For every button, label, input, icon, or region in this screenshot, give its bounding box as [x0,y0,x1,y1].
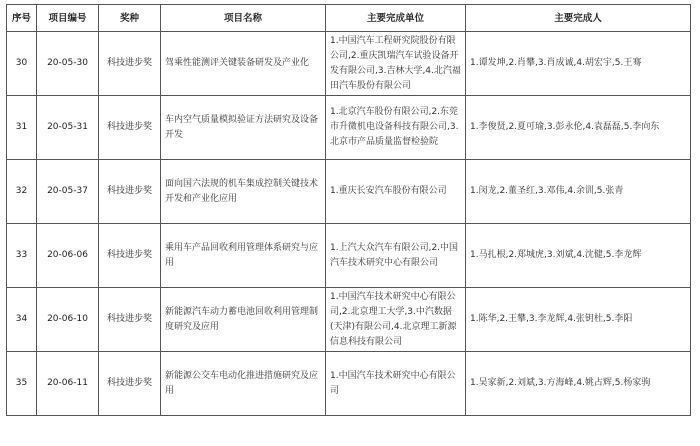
cell-units: 1.北京汽车股份有限公司,2.东莞市升微机电设备科技有限公司,3.北京市产品质量监督检验院 [326,96,466,160]
cell-units: 1.中国汽车工程研究院股份有限公司,2.重庆凯瑞汽车试验设备开发有限公司,3.吉林大学,4.北汽福田汽车股份有限公司 [326,32,466,96]
header-name: 项目名称 [161,5,326,32]
header-award: 奖种 [99,5,161,32]
table-row [7,288,691,352]
cell-seq: 31 [7,96,37,160]
cell-project-name: 新能源公交车电动化推进措施研究及应用 [161,352,326,416]
cell-project-name: 乘用车产品回收利用管理体系研究与应用 [161,224,326,288]
awards-table [6,4,691,416]
cell-people: 1.李俊贤,2.夏可瑜,3.彭永伦,4.袁磊磊,5.李向东 [466,96,691,160]
cell-project-name: 驾乘性能测评关键装备研发及产业化 [161,32,326,96]
cell-people: 1.谭发坤,2.肖攀,3.肖成诚,4.胡宏宇,5.王骞 [466,32,691,96]
header-people: 主要完成人 [466,5,691,32]
header-units: 主要完成单位 [326,5,466,32]
cell-award: 科技进步奖 [99,96,161,160]
cell-award: 科技进步奖 [99,352,161,416]
table-row [7,96,691,160]
cell-award: 科技进步奖 [99,224,161,288]
table-row [7,160,691,224]
cell-award: 科技进步奖 [99,160,161,224]
table-row [7,224,691,288]
table-header [7,5,691,32]
cell-people: 1.吴家新,2.刘斌,3.方海峰,4.姚占辉,5.杨家驹 [466,352,691,416]
header-row [7,5,691,32]
cell-seq: 30 [7,32,37,96]
cell-code: 20-06-10 [37,288,99,352]
cell-units: 1.上汽大众汽车有限公司,2.中国汽车技术研究中心有限公司 [326,224,466,288]
cell-code: 20-06-11 [37,352,99,416]
cell-units: 1.重庆长安汽车股份有限公司 [326,160,466,224]
cell-seq: 35 [7,352,37,416]
cell-seq: 34 [7,288,37,352]
cell-code: 20-05-37 [37,160,99,224]
cell-seq: 32 [7,160,37,224]
cell-people: 1.陈华,2.王攀,3.李龙辉,4.张钥杜,5.李阳 [466,288,691,352]
cell-award: 科技进步奖 [99,288,161,352]
cell-award: 科技进步奖 [99,32,161,96]
cell-project-name: 新能源汽车动力蓄电池回收利用管理制度研究及应用 [161,288,326,352]
header-seq: 序号 [7,5,37,32]
table-row [7,32,691,96]
cell-seq: 33 [7,224,37,288]
cell-project-name: 面向国六法规的机车集成控制关键技术开发和产业化应用 [161,160,326,224]
cell-code: 20-05-31 [37,96,99,160]
cell-code: 20-06-06 [37,224,99,288]
cell-people: 1.马扎根,2.郑城虎,3.刘斌,4.沈健,5.李龙辉 [466,224,691,288]
table-body [7,32,691,416]
cell-code: 20-05-30 [37,32,99,96]
cell-units: 1.中国汽车技术研究中心有限公司 [326,352,466,416]
cell-project-name: 车内空气质量模拟验证方法研究及设备开发 [161,96,326,160]
header-code: 项目编号 [37,5,99,32]
cell-people: 1.闵龙,2.董圣红,3.邓伟,4.余训,5.张青 [466,160,691,224]
table-row [7,352,691,416]
cell-units: 1.中国汽车技术研究中心有限公司,2.北京理工大学,3.中汽数据(天津)有限公司,4.北京理工新源信息科技有限公司 [326,288,466,352]
